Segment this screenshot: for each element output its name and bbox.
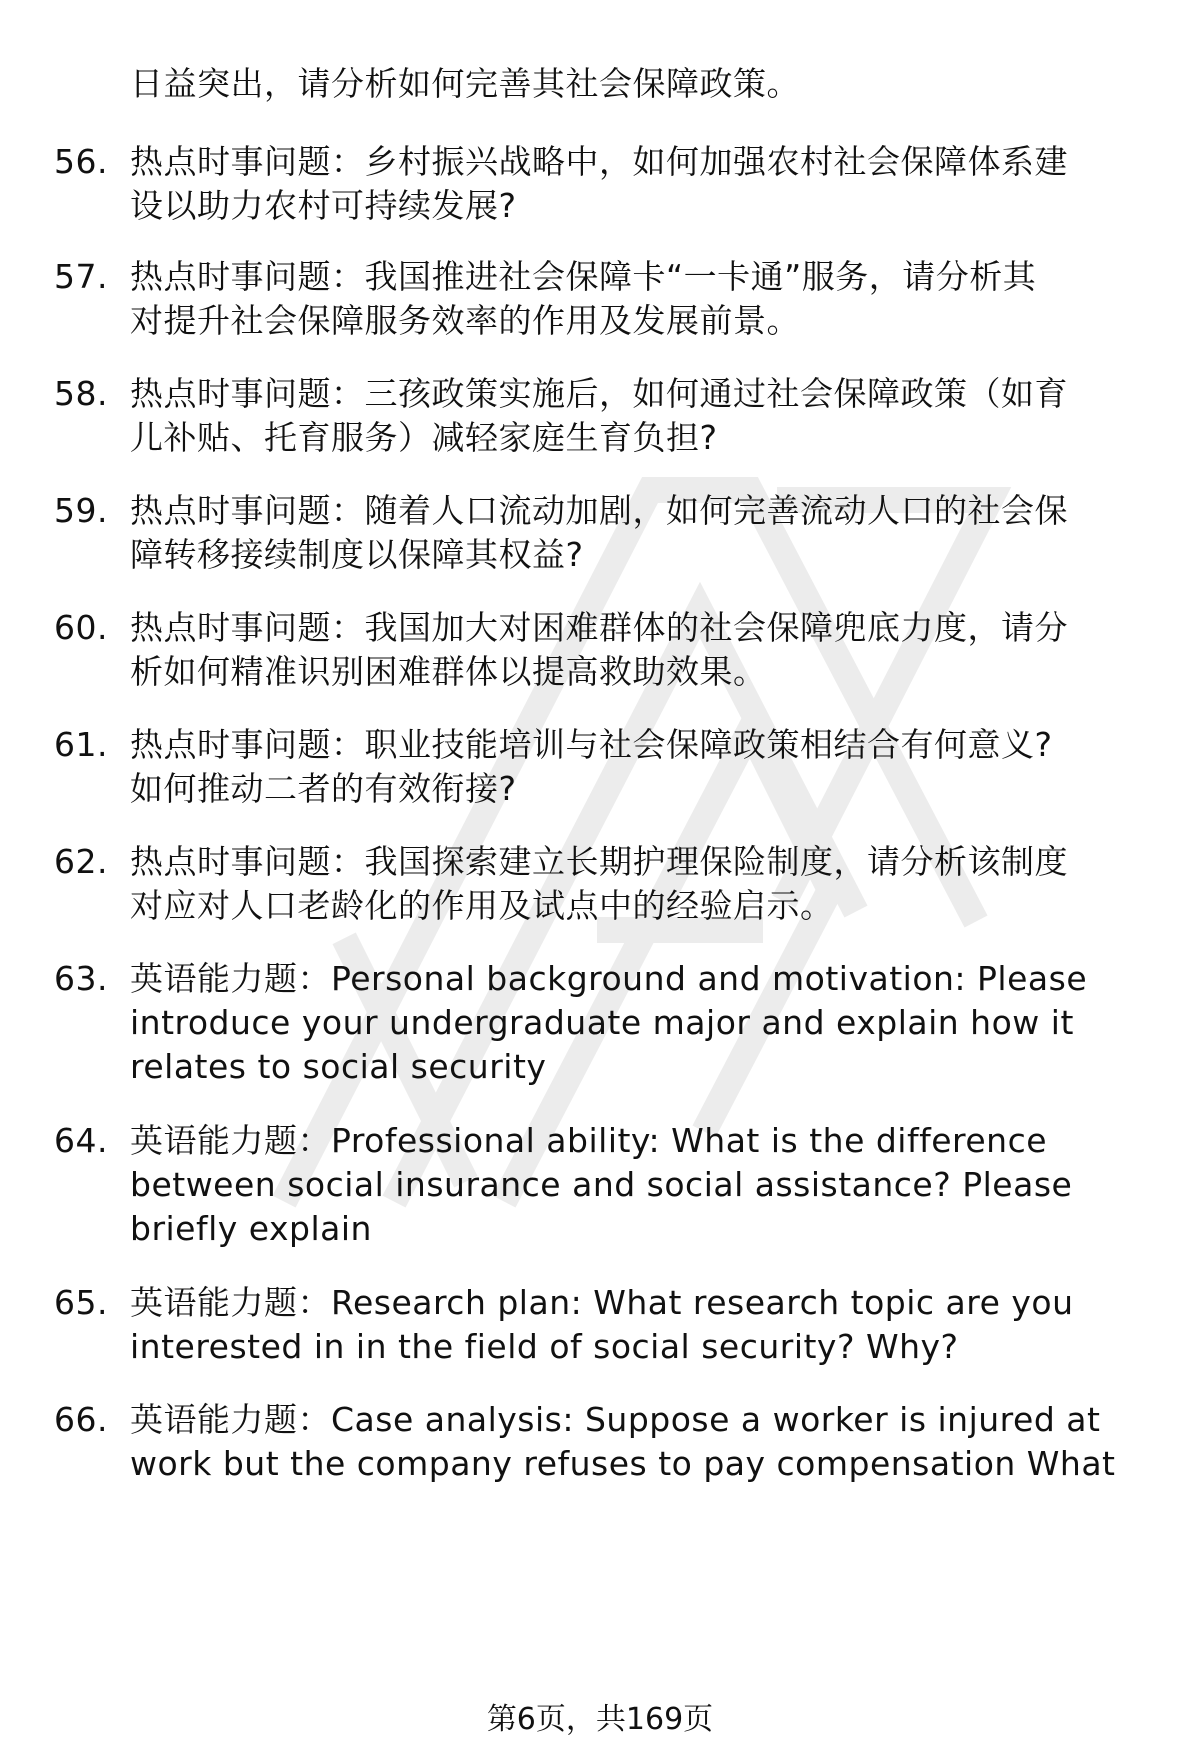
item-number: 59. — [54, 491, 108, 530]
item-line: 对应对人口老龄化的作用及试点中的经验启示。 — [130, 886, 834, 925]
item-line: 热点时事问题：我国加大对困难群体的社会保障兜底力度，请分 — [130, 608, 1068, 647]
item-text — [130, 1281, 1140, 1369]
item-number: 56. — [54, 142, 108, 181]
item-line: 热点时事问题：职业技能培训与社会保障政策相结合有何意义? — [130, 725, 1053, 764]
item-text — [130, 372, 1140, 460]
item-line: 英语能力题：Personal background and motivation: Please — [130, 959, 1088, 998]
item-text — [130, 489, 1140, 577]
item-text — [130, 606, 1140, 694]
item-number: 66. — [54, 1400, 108, 1439]
item-line: between social insurance and social assistance? Please — [130, 1165, 1073, 1204]
item-number: 64. — [54, 1121, 108, 1160]
item-text — [130, 957, 1140, 1089]
continuation-text: 日益突出，请分析如何完善其社会保障政策。 — [130, 64, 800, 103]
item-text — [130, 1398, 1140, 1486]
item-number: 61. — [54, 725, 108, 764]
item-line: 热点时事问题：我国探索建立长期护理保险制度，请分析该制度 — [130, 842, 1068, 881]
item-text — [130, 1119, 1140, 1251]
item-line: briefly explain — [130, 1209, 372, 1248]
item-line: 英语能力题：Professional ability: What is the difference — [130, 1121, 1048, 1160]
item-text — [130, 140, 1140, 228]
item-line: 设以助力农村可持续发展? — [130, 186, 517, 225]
item-line: 英语能力题：Case analysis: Suppose a worker is injured at — [130, 1400, 1101, 1439]
item-text — [130, 840, 1140, 928]
item-line: 热点时事问题：三孩政策实施后，如何通过社会保障政策（如育 — [130, 374, 1068, 413]
item-number: 60. — [54, 608, 108, 647]
item-line: 障转移接续制度以保障其权益? — [130, 535, 584, 574]
item-number: 57. — [54, 257, 108, 296]
item-line: 儿补贴、托育服务）减轻家庭生育负担? — [130, 418, 718, 457]
item-line: 对提升社会保障服务效率的作用及发展前景。 — [130, 301, 800, 340]
item-number: 58. — [54, 374, 108, 413]
item-text — [130, 255, 1140, 343]
item-line: 热点时事问题：乡村振兴战略中，如何加强农村社会保障体系建 — [130, 142, 1068, 181]
item-number: 65. — [54, 1283, 108, 1322]
item-line: interested in in the field of social security? Why? — [130, 1327, 959, 1366]
item-line: 热点时事问题：我国推进社会保障卡“一卡通”服务，请分析其 — [130, 257, 1037, 296]
item-line: 热点时事问题：随着人口流动加剧，如何完善流动人口的社会保 — [130, 491, 1068, 530]
item-line: introduce your undergraduate major and explain how it — [130, 1003, 1074, 1042]
item-text — [130, 723, 1140, 811]
page-indicator: 第6页，共169页 — [486, 1702, 714, 1737]
item-line: relates to social security — [130, 1047, 547, 1086]
item-line: work but the company refuses to pay compensation What — [130, 1444, 1116, 1483]
item-number: 63. — [54, 959, 108, 998]
item-number: 62. — [54, 842, 108, 881]
item-line: 如何推动二者的有效衔接? — [130, 769, 517, 808]
item-line: 析如何精准识别困难群体以提高救助效果。 — [130, 652, 767, 691]
item-line: 英语能力题：Research plan: What research topic are you — [130, 1283, 1074, 1322]
